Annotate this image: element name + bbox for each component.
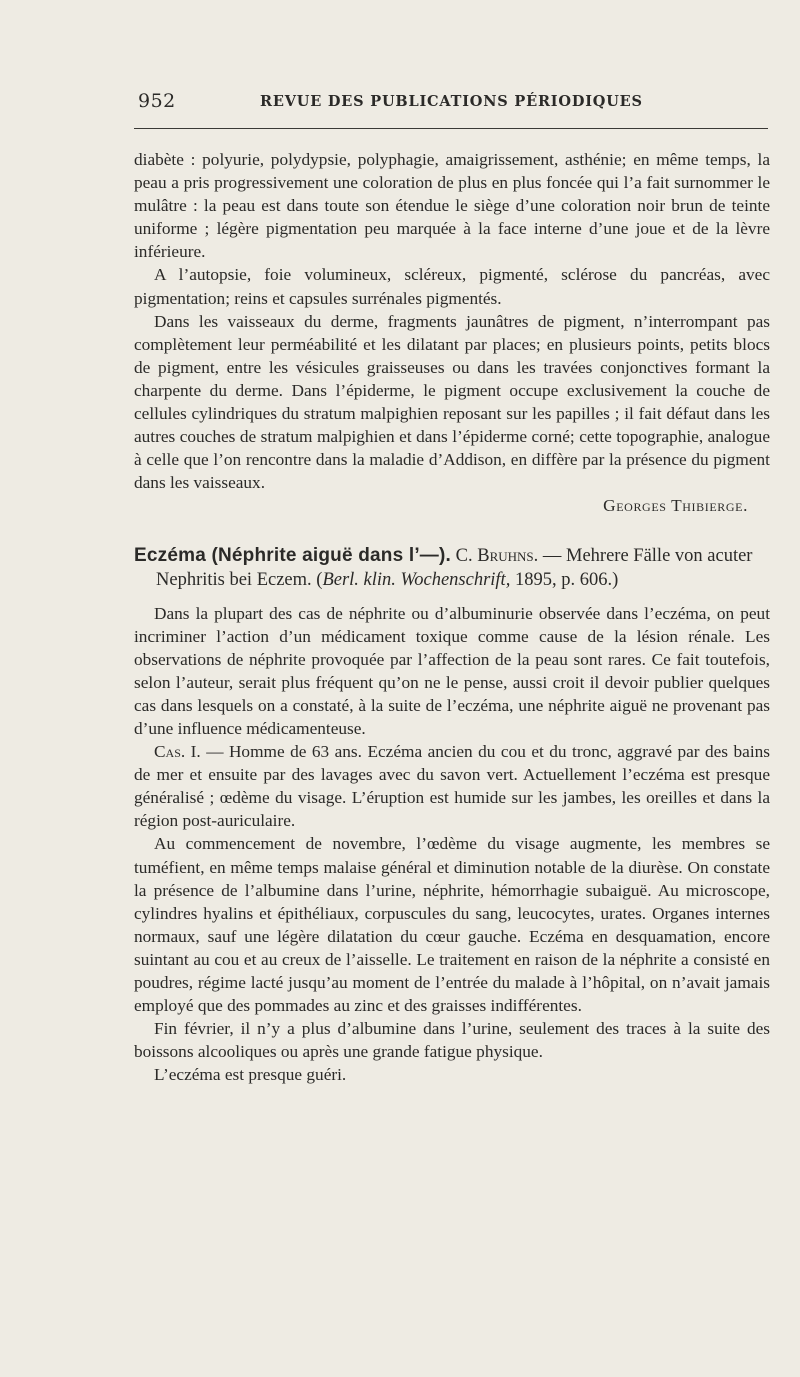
article-intro-paragraph: Dans la plupart des cas de néphrite ou d’albuminurie observée dans l’eczéma, on peut incriminer l’action d’un médicament toxique comme cause de la lésion rénale. Les observations de néphrite provoquée par l’affection de la peau sont rares. Ce fait toutefois, selon l’auteur, serait plus fréquent qu’on ne le pense, aussi croit il devoir publier quelques cas dans lesquels on a constaté, à la suite de l’eczéma, une néphrite aiguë ne provenant pas d’une influence médicamenteuse. bbox=[134, 603, 770, 738]
histology-paragraph: Dans les vaisseaux du derme, fragments jaunâtres de pigment, n’interrompant pas complètement leur perméabilité et les dilatant par places; en plusieurs points, petits blocs de pigment, entre les vésicules graisseuses ou dans les travées conjonctives formant la charpente du derme. Dans l’épiderme, le pigment occupe exclusivement la couche de cellules cylindriques du stratum malpighien reposant sur les papilles ; il fait défaut dans les autres couches de stratum malpighien et dans l’épiderme corné; cette topographie, analogue à celle que l’on rencontre dans la maladie d’Addison, en diffère par la présence du pigment dans les vaisseaux. bbox=[134, 311, 770, 493]
article-citation-tail: 1895, p. 606.) bbox=[510, 569, 619, 590]
case-conclusion-paragraph: L’eczéma est presque guéri. bbox=[154, 1065, 347, 1085]
page-number: 952 bbox=[138, 90, 176, 112]
article-title bbox=[134, 544, 770, 592]
case-followup-paragraph: Fin février, il n’y a plus d’albumine dans l’urine, seulement des traces à la suite des boissons alcooliques ou après une grande fatigue physique. bbox=[134, 1019, 770, 1062]
case-label: Cas. I. bbox=[154, 742, 201, 762]
autopsy-paragraph: A l’autopsie, foie volumineux, scléreux, pigmenté, sclérose du pancréas, avec pigmentation; reins et capsules surrénales pigmentés. bbox=[134, 265, 770, 308]
article-journal: Berl. klin. Wochenschrift, bbox=[322, 569, 511, 590]
author-signature: Georges Thibierge. bbox=[603, 496, 748, 516]
case-evolution-paragraph: Au commencement de novembre, l’œdème du visage augmente, les membres se tuméfient, en même temps malaise général et diminution notable de la diurèse. On constate la présence de l’albumine dans l’urine, néphrite, hémorrhagie subaiguë. Au microscope, cylindres hyalins et épithéliaux, corpuscules du sang, leucocytes, urates. Organes internes normaux, sauf une légère dilatation du cœur gauche. Eczéma en desquamation, encore suintant au cou et au creux de l’aisselle. Le traitement en raison de la néphrite a consisté en poudres, régime lacté jusqu’au moment de l’entrée du malade à l’hôpital, on n’avait jamais employé que des pommades au zinc et des graisses indifférentes. bbox=[134, 834, 770, 1016]
case-paragraph bbox=[134, 740, 770, 832]
case-text: — Homme de 63 ans. Eczéma ancien du cou et du tronc, aggravé par des bains de mer et ensuite par des lavages avec du savon vert. Actuellement l’eczéma est presque généralisé ; œdème du visage. L’éruption est humide sur les jambes, les oreilles et dans la région post-auriculaire. bbox=[134, 742, 770, 831]
article-title-rest: — Mehrere Fälle von acuter Nephritis bei Eczem. ( bbox=[156, 545, 753, 590]
header-rule bbox=[134, 128, 768, 129]
article-author: C. Bruhns. bbox=[455, 545, 539, 566]
article-title-lead: Eczéma (Néphrite aiguë dans l’—). bbox=[134, 544, 452, 566]
page-header bbox=[134, 90, 770, 116]
running-title: REVUE DES PUBLICATIONS PÉRIODIQUES bbox=[260, 93, 643, 110]
continued-paragraph: diabète : polyurie, polydypsie, polyphagie, amaigrissement, asthénie; en même temps, la peau a pris progressivement une coloration de plus en plus foncée qui l’a fait surnommer le mulâtre : la peau est dans toute son étendue le siège d’une coloration noir brun de teinte uniforme ; légère pigmentation peu marquée à la face interne d’une joue et de la lèvre inférieure. bbox=[134, 150, 770, 262]
page-body bbox=[134, 148, 770, 1086]
